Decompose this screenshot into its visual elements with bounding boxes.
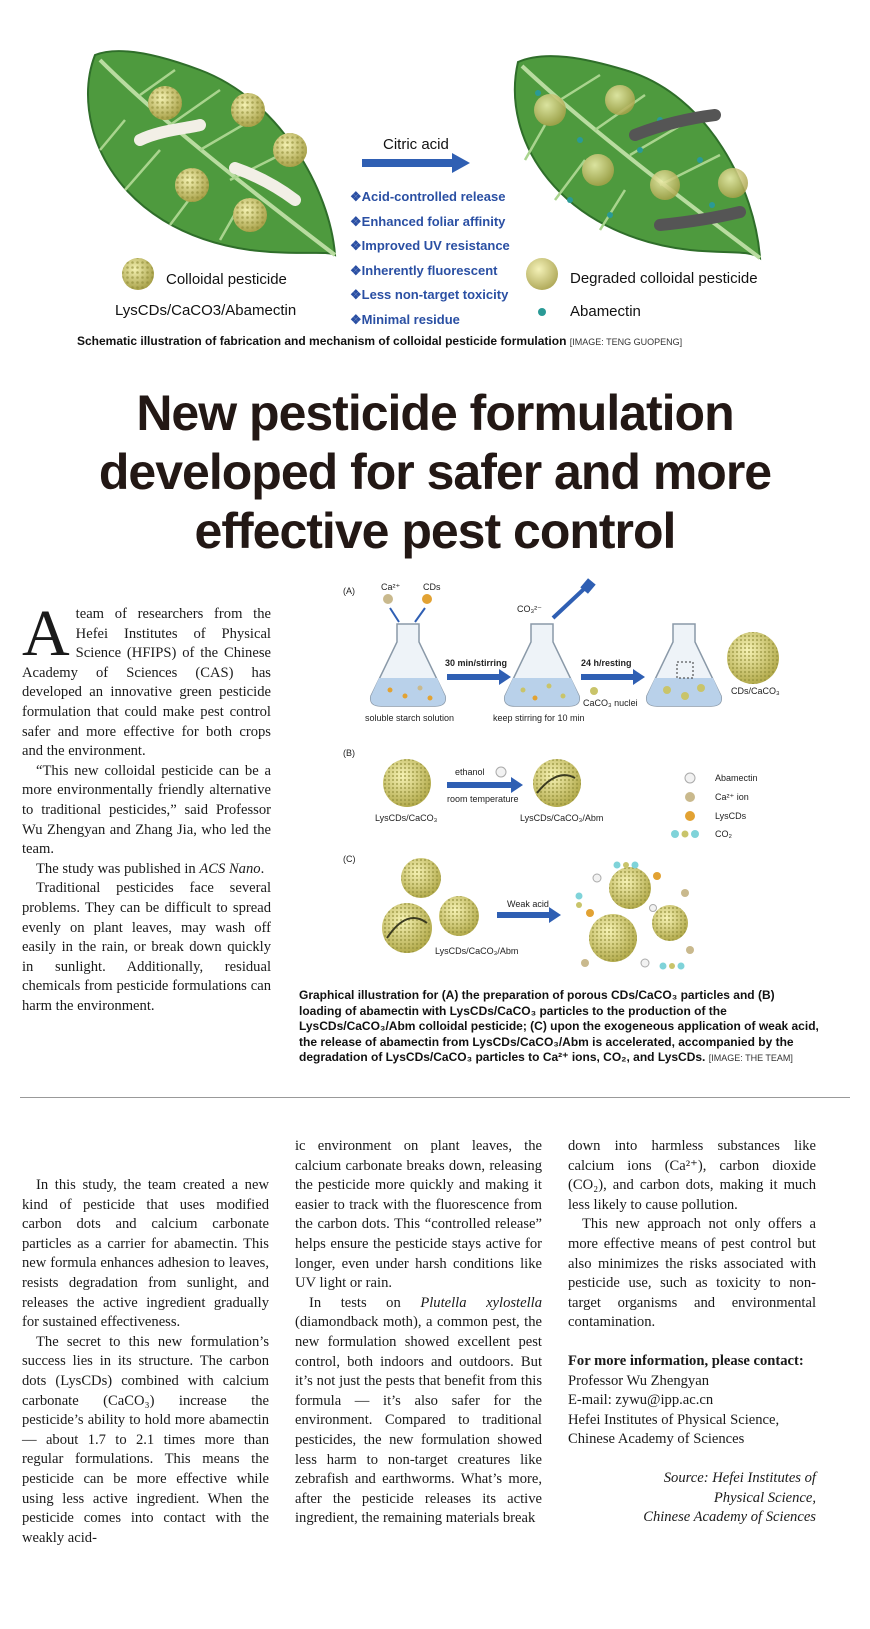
label-nuclei: CaCO₃ nuclei (583, 698, 638, 708)
body-paragraph: In tests on Plutella xylostella (diamondback moth), a common pest, the new formulation showed excellent pest control, both indoors and outdoors. But it’s not just the pests that benefit from this formula — it’s also safer for the environment. Compared to traditional pesticides, the new formulation showed less harm to non-target creatures like zebrafish and earthworms. What’s more, after the pesticide releases its active ingredient, the remaining materials break (295, 1294, 542, 1527)
figure1-credit: [IMAGE: TENG GUOPENG] (569, 337, 683, 347)
flask-icon (505, 624, 580, 706)
label-roomtemp: room temperature (447, 794, 519, 804)
body-paragraph: In this study, the team created a new kind of pesticide that uses modified carbon dots and calcium carbonate particles as a carrier for abamectin. This new formula enhances adhesion to leaves, resists degradation from sunlight, and releases the active ingredient gradually for sustained effectiveness. (22, 1177, 269, 1331)
top-figure (0, 0, 870, 370)
contact-heading: For more information, please contact: (568, 1352, 804, 1369)
abamectin-icon (538, 308, 546, 316)
legend-ca-ion: Ca²⁺ ion (715, 792, 749, 802)
intro-column (22, 597, 271, 1016)
feature-item: ❖Inherently fluorescent (350, 262, 498, 278)
panel-c-label: (C) (343, 854, 356, 864)
headline (20, 384, 850, 561)
source-line: Chinese Academy of Sciences (643, 1509, 816, 1526)
citric-acid-label: Citric acid (383, 136, 449, 153)
body-column-2 (295, 1137, 542, 1529)
contact-org: Chinese Academy of Sciences (568, 1431, 745, 1448)
intro-paragraph: The study was published in ACS Nano. (36, 860, 265, 877)
feature-list (350, 185, 510, 332)
section-divider (20, 1097, 850, 1098)
panel-b-label: (B) (343, 748, 355, 758)
contact-email[interactable]: E-mail: zywu@ipp.ac.cn (568, 1392, 714, 1409)
figure2-credit: [IMAGE: THE TEAM] (708, 1053, 793, 1063)
contact-org: Hefei Institutes of Physical Science, (568, 1411, 780, 1428)
label-lyscaco3: LysCDs/CaCO₃ (375, 813, 438, 823)
legend-abamectin: Abamectin (715, 773, 758, 783)
legend-lyscds: LysCDs (715, 811, 747, 821)
headline-line: New pesticide formulation (136, 385, 734, 441)
panel-a-label: (A) (343, 586, 355, 596)
label-starch: soluble starch solution (365, 713, 455, 723)
intro-paragraph: “This new colloidal pesticide can be a more environmentally friendly alternative to traditional pesticides,” said Professor Wu Zhengyan and Zhang Jia, who led the team. (22, 762, 271, 858)
feature-item: ❖Less non-target toxicity (350, 287, 509, 302)
legend-abamectin: Abamectin (570, 303, 641, 320)
body-column-3 (568, 1137, 816, 1528)
body-paragraph: ic environment on plant leaves, the calcium carbonate breaks down, releasing the pesticide more quickly and making it easier to track with the fluorescence from the carbon dots. This “controlled release” helps ensure the pesticide stays active for longer, even under harsh conditions like UV light or rain. (295, 1138, 542, 1292)
legend-formula: LysCDs/CaCO3/Abamectin (115, 302, 297, 319)
label-ethanol: ethanol (455, 767, 485, 777)
body-paragraph: down into harmless substances like calcium ions (Ca²⁺), carbon dioxide (CO₂), and carbon dots, making it much less likely to cause pollution. (568, 1138, 816, 1213)
figure2-legend (671, 773, 758, 839)
contact-block (568, 1352, 816, 1450)
label-rest24: 24 h/resting (581, 658, 632, 668)
citric-acid-arrow (362, 153, 470, 173)
flask-icon (371, 624, 446, 706)
source-block (568, 1469, 816, 1528)
label-lysabm: LysCDs/CaCO₃/Abm (520, 813, 604, 823)
label-lysabm-c: LysCDs/CaCO₃/Abm (435, 946, 519, 956)
feature-item: ❖Acid-controlled release (350, 189, 506, 204)
body-paragraph: This new approach not only offers a more effective means of pest control but also minimizes the risks associated with pesticide use, such as toxicity to non-target organisms and environmental contamination. (568, 1216, 816, 1331)
label-cdscaco3: CDs/CaCO₃ (731, 686, 780, 696)
label-weakacid: Weak acid (507, 899, 549, 909)
body-paragraph: The secret to this new formulation’s success lies in its structure. The carbon dots (LysCDs) combined with calcium carbonate (CaCO₃) increase the pesticide’s ability to hold more abamectin — about 1.7 to 2.1 times more than regular formulations. This means the pesticide can be more effective while using less active ingredient. When the pesticide comes into contact with the weakly acid- (22, 1333, 269, 1546)
degradation-products (576, 862, 695, 970)
feature-item: ❖Enhanced foliar affinity (350, 213, 506, 229)
contact-name: Professor Wu Zhengyan (568, 1372, 709, 1389)
figure2-caption: Graphical illustration for (A) the preparation of porous CDs/CaCO₃ particles and (B) loading of abamectin with LysCDs/CaCO₃ particles to the production of the LysCDs/CaCO₃/Abm colloidal pesticide; (C) upon the exogeneous application of weak acid, the release of abamectin from LysCDs/CaCO₃/Abm is accelerated, accompanied by the degradation of LysCDs/CaCO₃ particles to Ca²⁺ ions, CO₂, and LysCDs. [IMAGE: THE TEAM] (299, 988, 819, 1064)
right-leaf (515, 56, 760, 258)
label-stir30: 30 min/stirring (445, 658, 508, 668)
legend-degraded: Degraded colloidal pesticide (570, 270, 758, 287)
label-ca: Ca²⁺ (381, 582, 401, 592)
headline-line: effective pest control (194, 503, 676, 559)
source-line: Source: Hefei Institutes of (663, 1469, 816, 1486)
graphical-illustration (335, 578, 835, 980)
intro-paragraph: Ateam of researchers from the Hefei Institutes of Physical Science (HFIPS) of the Chinese Academy of Sciences (CAS) has developed an innovative green pesticide formulation that could make pest control safer and more effective for both crops and the environment. (22, 597, 271, 760)
label-keep: keep stirring for 10 min (493, 713, 585, 723)
degraded-pesticide-icon (526, 258, 558, 290)
legend-co2: CO₂ (715, 829, 732, 839)
label-co3: CO₃²⁻ (517, 604, 542, 614)
figure1-caption: Schematic illustration of fabrication and mechanism of colloidal pesticide formulation [IMAGE: TENG GUOPENG] (77, 334, 683, 348)
source-line: Physical Science, (713, 1489, 816, 1506)
drop-cap: A (22, 597, 70, 670)
headline-line: developed for safer and more (98, 444, 772, 500)
feature-item: ❖Minimal residue (350, 311, 460, 327)
legend-colloidal-pesticide: Colloidal pesticide (166, 271, 287, 288)
flask-icon (647, 624, 722, 706)
intro-paragraph: Traditional pesticides face several problems. They can be difficult to spread evenly on plant leaves, may wash off easily in the rain, or break down quickly in sunlight. Additionally, residual chemicals from pesticide formulations can harm the environment. (22, 880, 271, 1014)
body-column-1 (22, 1176, 269, 1548)
label-cds: CDs (423, 582, 441, 592)
feature-item: ❖Improved UV resistance (350, 238, 510, 253)
